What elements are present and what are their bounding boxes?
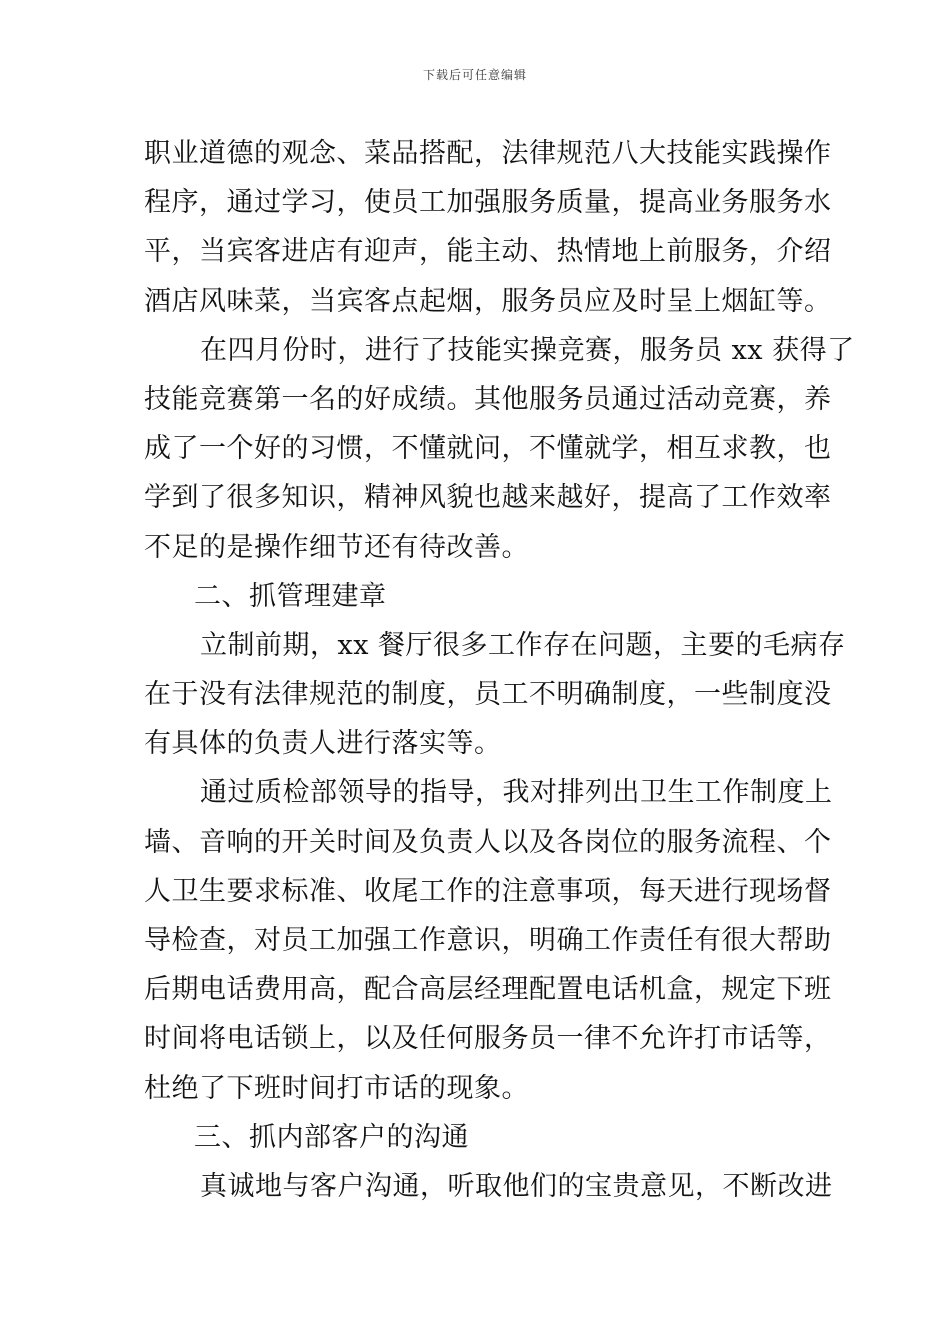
paragraph-first-line: 通过质检部领导的指导，我对排列出卫生工作制度上 xyxy=(200,777,833,809)
text-line: 墙、音响的开关时间及负责人以及各岗位的服务流程、个 xyxy=(144,826,832,858)
text-line: 酒店风味菜，当宾客点起烟，服务员应及时呈上烟缸等。 xyxy=(144,285,832,317)
text-line: 后期电话费用高，配合高层经理配置电话机盒，规定下班 xyxy=(144,974,832,1006)
text-line: 平，当宾客进店有迎声，能主动、热情地上前服务，介绍 xyxy=(144,236,832,268)
text-line: 程序，通过学习，使员工加强服务质量，提高业务服务水 xyxy=(144,187,832,219)
paragraph-first-line: 立制前期，xx 餐厅很多工作存在问题，主要的毛病存 xyxy=(200,629,846,661)
text-line: 在于没有法律规范的制度，员工不明确制度，一些制度没 xyxy=(144,679,832,711)
text-line: 不足的是操作细节还有待改善。 xyxy=(144,531,529,563)
text-line: 技能竞赛第一名的好成绩。其他服务员通过活动竞赛，养 xyxy=(144,383,832,415)
text-line: 导检查，对员工加强工作意识，明确工作责任有很大帮助 xyxy=(144,925,832,956)
text-line: 时间将电话锁上，以及任何服务员一律不允许打市话等， xyxy=(144,1023,832,1055)
page-header-note: 下载后可任意编辑 xyxy=(422,68,527,82)
text-line: 职业道德的观念、菜品搭配，法律规范八大技能实践操作 xyxy=(144,138,832,169)
section-heading: 三、抓内部客户的沟通 xyxy=(194,1121,469,1153)
section-heading: 二、抓管理建章 xyxy=(194,580,387,612)
paragraph-first-line: 真诚地与客户沟通，听取他们的宝贵意见，不断改进 xyxy=(200,1170,833,1202)
text-line: 人卫生要求标准、收尾工作的注意事项，每天进行现场督 xyxy=(144,875,832,907)
text-line: 学到了很多知识，精神风貌也越来越好，提高了工作效率 xyxy=(144,482,832,514)
text-line: 杜绝了下班时间打市话的现象。 xyxy=(144,1072,529,1104)
document-body xyxy=(144,129,855,1211)
paragraph-first-line: 在四月份时，进行了技能实操竞赛，服务员 xx 获得了 xyxy=(200,334,855,366)
text-line: 有具体的负责人进行落实等。 xyxy=(144,728,502,760)
text-line: 成了一个好的习惯，不懂就问，不懂就学，相互求教，也 xyxy=(144,433,832,465)
